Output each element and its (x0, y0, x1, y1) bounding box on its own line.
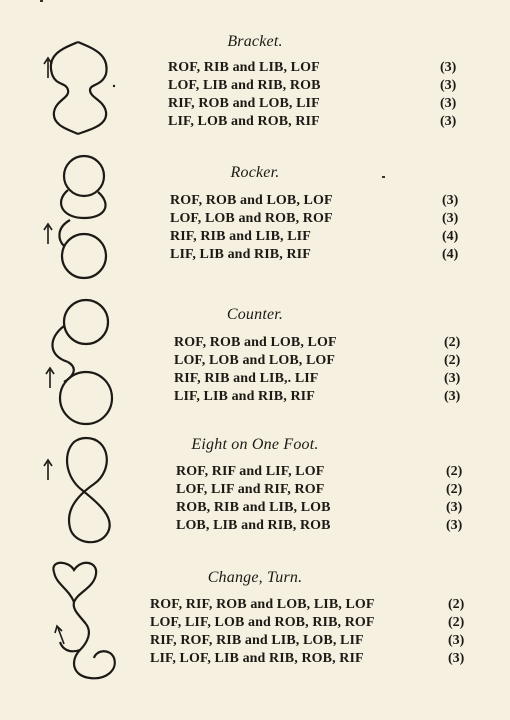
list-item (176, 481, 466, 499)
rocker-figure-icon (34, 148, 124, 288)
edge-combination: LOF, LOB and ROB, ROF (170, 211, 333, 226)
counter-figure-icon (34, 290, 124, 440)
change-turn-figure-icon (34, 558, 134, 688)
count-label: (4) (442, 229, 459, 244)
edge-combination: LIF, LIB and RIB, RIF (170, 247, 311, 262)
count-label: (3) (444, 389, 461, 404)
list-item (176, 499, 466, 517)
print-speck (382, 176, 385, 178)
section-title-eight-on-one-foot: Eight on One Foot. (191, 436, 319, 453)
section-title-rocker: Rocker. (230, 164, 280, 181)
section-title-counter: Counter. (226, 306, 284, 323)
edge-combination: RIF, RIB and LIB,. LIF (174, 371, 319, 386)
list-item (150, 632, 470, 650)
count-label: (3) (446, 500, 463, 515)
list-item (174, 334, 464, 352)
section-title-bracket: Bracket. (227, 33, 283, 50)
edge-combination: RIF, ROF, RIB and LIB, LOB, LIF (150, 633, 364, 648)
edge-combination: LOF, LIF, LOB and ROB, RIB, ROF (150, 615, 375, 630)
edge-combination: LIF, LOB and ROB, RIF (168, 114, 320, 129)
list-item (170, 246, 460, 264)
list-item (150, 596, 470, 614)
count-label: (2) (448, 597, 465, 612)
count-label: (3) (444, 371, 461, 386)
print-speck (40, 0, 43, 2)
count-label: (2) (444, 353, 461, 368)
count-label: (4) (442, 247, 459, 262)
edge-combination: LIF, LIB and RIB, RIF (174, 389, 315, 404)
list-item (168, 95, 458, 113)
list-item (150, 650, 470, 668)
count-label: (3) (440, 60, 457, 75)
list-item (168, 59, 458, 77)
list-item (150, 614, 470, 632)
list-item (170, 210, 460, 228)
list-item (168, 77, 458, 95)
count-label: (3) (448, 651, 465, 666)
list-item (176, 517, 466, 535)
list-item (170, 228, 460, 246)
eight-figure-icon (34, 432, 124, 552)
count-label: (2) (444, 335, 461, 350)
count-label: (3) (442, 193, 459, 208)
count-label: (2) (448, 615, 465, 630)
count-label: (3) (440, 96, 457, 111)
edge-combination: RIF, ROB and LOB, LIF (168, 96, 320, 111)
bracket-figure-icon (34, 38, 124, 138)
count-label: (3) (446, 518, 463, 533)
count-label: (3) (440, 78, 457, 93)
count-label: (2) (446, 482, 463, 497)
count-label: (3) (442, 211, 459, 226)
edge-combination: LOF, LOB and LOB, LOF (174, 353, 336, 368)
count-label: (2) (446, 464, 463, 479)
edge-combination: RIF, RIB and LIB, LIF (170, 229, 311, 244)
list-item (176, 463, 466, 481)
list-item (170, 192, 460, 210)
edge-combination: ROB, RIB and LIB, LOB (176, 500, 331, 515)
list-item (168, 113, 458, 131)
edge-combination: ROF, RIF and LIF, LOF (176, 464, 325, 479)
list-item (174, 352, 464, 370)
edge-combination: LIF, LOF, LIB and RIB, ROB, RIF (150, 651, 364, 666)
edge-combination: ROF, RIF, ROB and LOB, LIB, LOF (150, 597, 375, 612)
edge-combination: LOF, LIF and RIF, ROF (176, 482, 325, 497)
count-label: (3) (440, 114, 457, 129)
edge-combination: ROF, ROB and LOB, LOF (174, 335, 337, 350)
count-label: (3) (448, 633, 465, 648)
list-item (174, 388, 464, 406)
edge-combination: ROF, RIB and LIB, LOF (168, 60, 320, 75)
edge-combination: LOB, LIB and RIB, ROB (176, 518, 331, 533)
list-item (174, 370, 464, 388)
edge-combination: ROF, ROB and LOB, LOF (170, 193, 333, 208)
edge-combination: LOF, LIB and RIB, ROB (168, 78, 321, 93)
section-title-change-turn: Change, Turn. (207, 569, 303, 586)
